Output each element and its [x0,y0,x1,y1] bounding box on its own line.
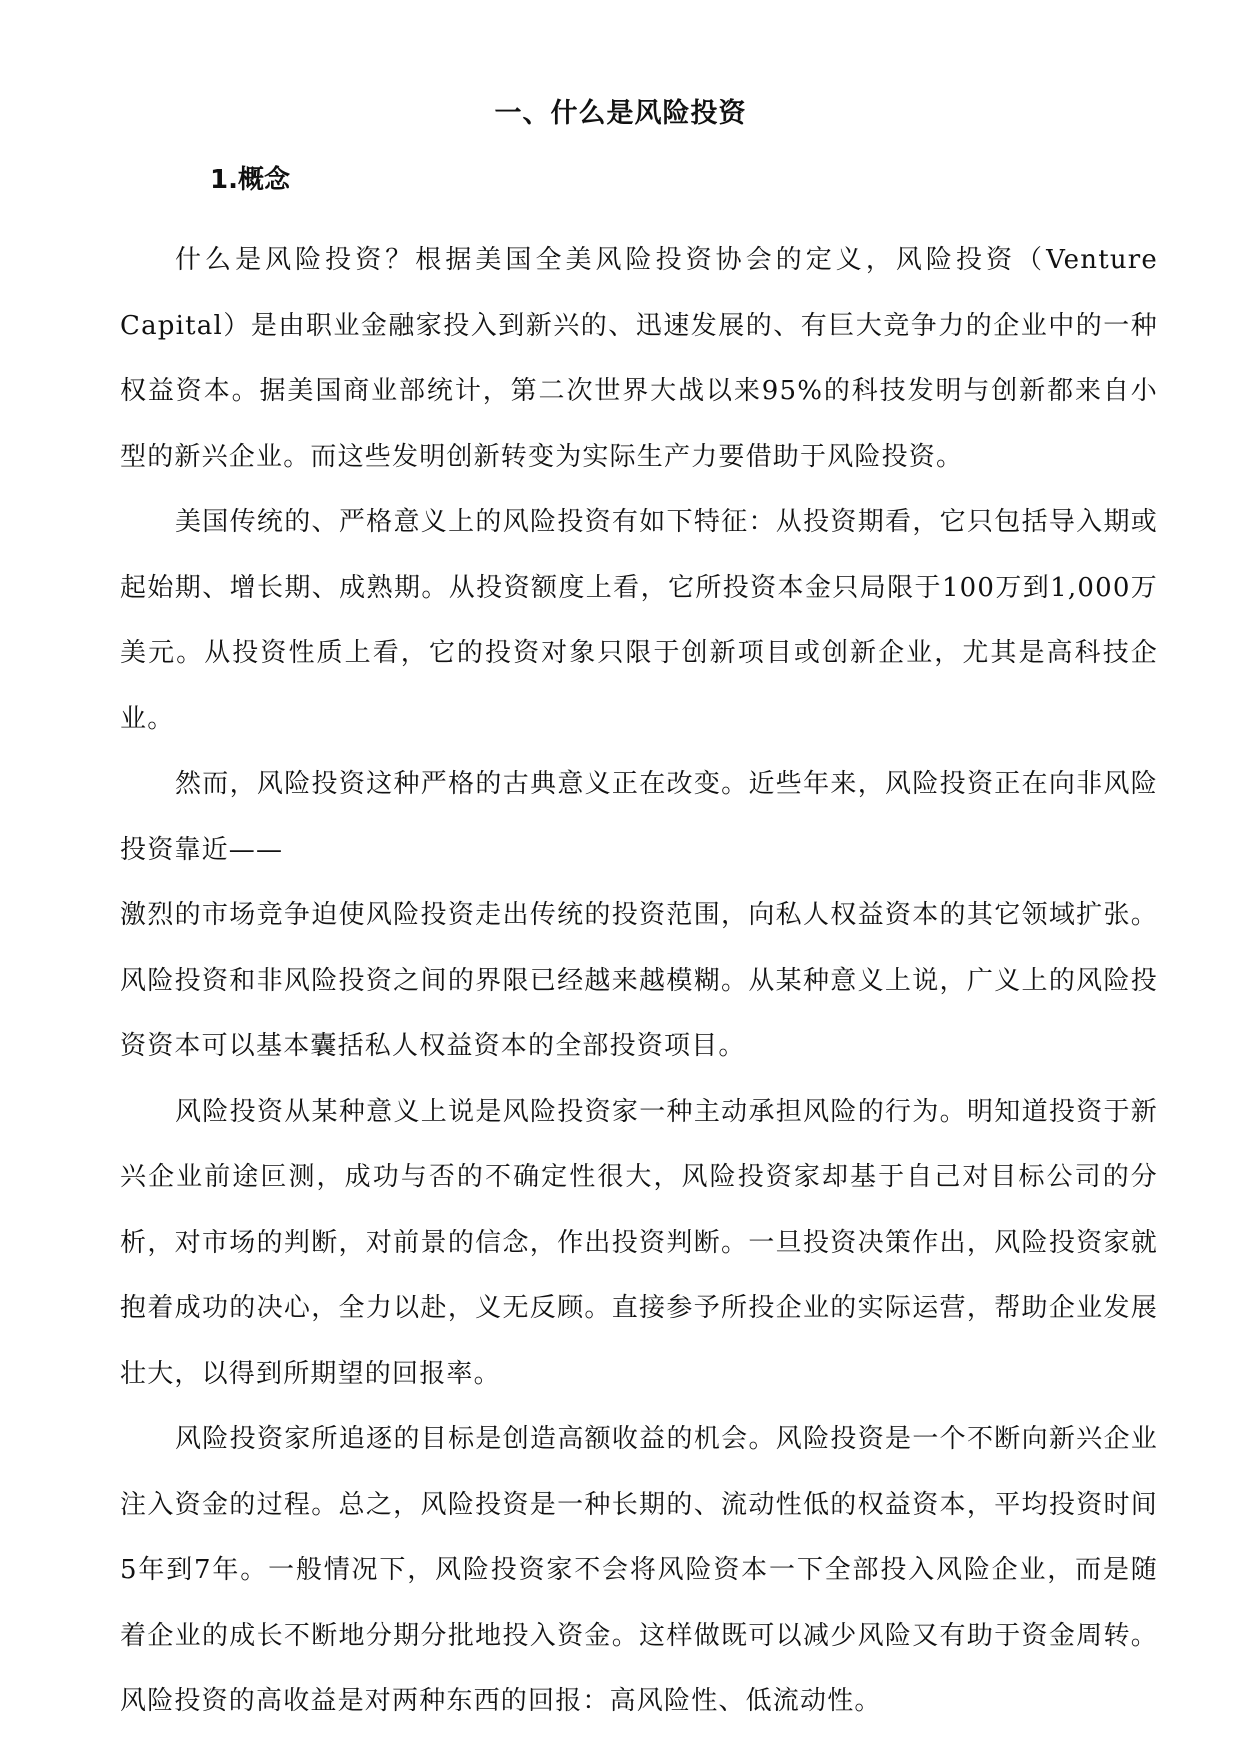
paragraph-returns: 风险投资家所追逐的目标是创造高额收益的机会。风险投资是一个不断向新兴企业注入资金的过程。总之，风险投资是一种长期的、流动性低的权益资本，平均投资时间5年到7年。一般情况下，风险投资家不会将风险资本一下全部投入风险企业，而是随着企业的成长不断地分期分批地投入资金。这样做既可以减少风险又有助于资金周转。风险投资的高收益是对两种东西的回报：高风险性、低流动性。 [120,1424,1158,1716]
paragraph-expansion: 激烈的市场竞争迫使风险投资走出传统的投资范围，向私人权益资本的其它领域扩张。风险投资和非风险投资之间的界限已经越来越模糊。从某种意义上说，广义上的风险投资资本可以基本囊括私人权益资本的全部投资项目。 [120,900,1158,1061]
paragraph-characteristics: 美国传统的、严格意义上的风险投资有如下特征：从投资期看，它只包括导入期或起始期、增长期、成熟期。从投资额度上看，它所投资本金只局限于100万到1,000万美元。从投资性质上看，它的投资对象只限于创新项目或创新企业，尤其是高科技企业。 [120,507,1158,734]
paragraph-risk-behavior: 风险投资从某种意义上说是风险投资家一种主动承担风险的行为。明知道投资于新兴企业前途叵测，成功与否的不确定性很大，风险投资家却基于自己对目标公司的分析，对市场的判断，对前景的信念，作出投资判断。一旦投资决策作出，风险投资家就抱着成功的决心，全力以赴，义无反顾。直接参予所投企业的实际运营，帮助企业发展壮大，以得到所期望的回报率。 [120,1096,1158,1389]
section-heading: 1.概念 [210,165,290,195]
paragraph-definition: 什么是风险投资？根据美国全美风险投资协会的定义，风险投资（Venture Capital）是由职业金融家投入到新兴的、迅速发展的、有巨大竞争力的企业中的一种权益资本。据美国商业部统计，第二次世界大战以来95%的科技发明与创新都来自小型的新兴企业。而这些发明创新转变为实际生产力要借助于风险投资。 [120,245,1158,472]
document-body [120,228,1158,1735]
document-title: 一、什么是风险投资 [494,98,747,129]
paragraph-change: 然而，风险投资这种严格的古典意义正在改变。近些年来，风险投资正在向非风险投资靠近—— [120,769,1158,865]
